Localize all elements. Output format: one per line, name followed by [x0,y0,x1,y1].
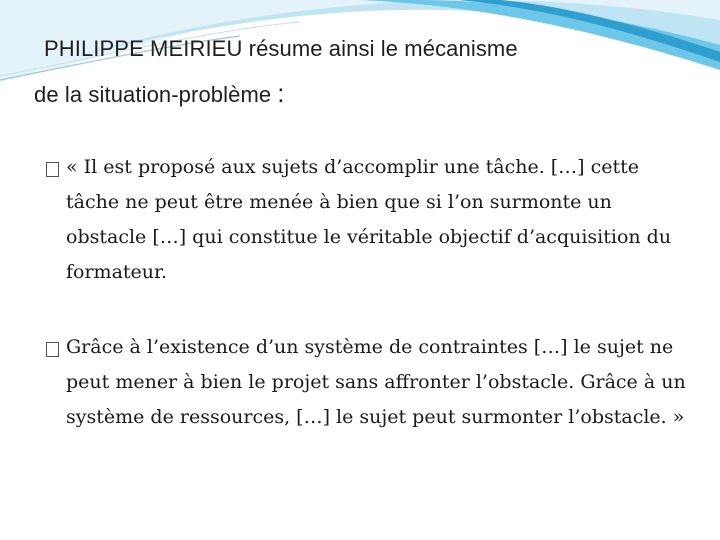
paragraph-text: Grâce à l’existence d’un système de contraintes […] le sujet ne peut mener à bien le projet sans affronter l’obstacle. Grâce à un système de ressources, […] le sujet peut surmonter l’obstacle. » [66,336,686,428]
title-colon: : [277,78,285,108]
bullet-box-icon [46,150,59,189]
paragraph-text: « Il est proposé aux sujets d’accomplir une tâche. […] cette tâche ne peut être menée à bien que si l’on surmonte un obstacle […] qui constitue le véritable objectif d’acquisition du formateur. [66,156,672,283]
paragraph [46,330,696,435]
title-line-2-text: de la situation-problème [34,82,272,107]
paragraph [46,150,696,290]
title-line-1: PHILIPPE MEIRIEU résume ainsi le mécanisme [44,36,518,61]
bullet-box-icon [46,330,59,369]
slide-body [46,150,696,435]
title-line-2 [34,78,518,109]
slide-title [34,36,518,109]
